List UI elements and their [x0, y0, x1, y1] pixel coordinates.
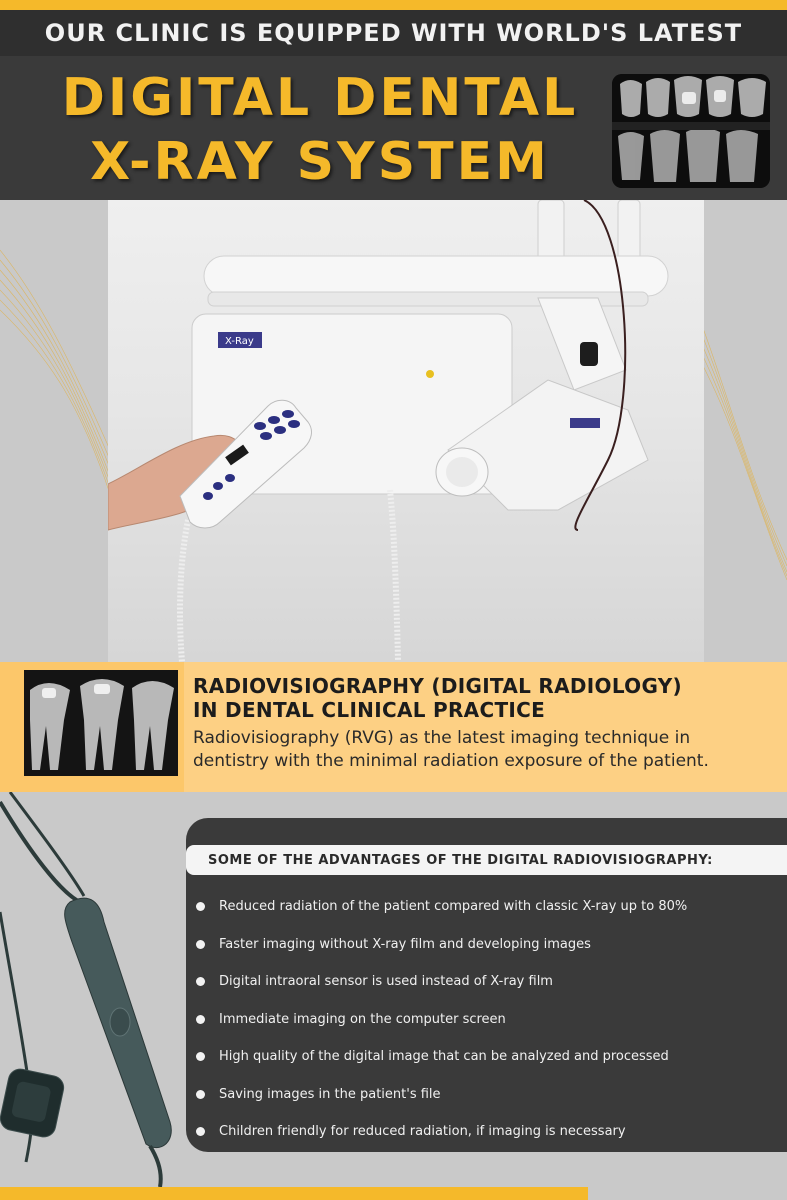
bottom-accent-stripe [0, 1187, 588, 1200]
advantages-list [196, 888, 776, 1151]
rvg-description-line-1: Radiovisiography (RVG) as the latest imaging technique in [193, 728, 691, 748]
page-title-line-1: DIGITAL DENTAL [61, 68, 579, 128]
intraoral-sensor-image [0, 792, 200, 1187]
advantage-text: Faster imaging without X-ray film and developing images [219, 936, 591, 952]
page-header [0, 10, 787, 200]
xray-unit-label: X-Ray [225, 336, 254, 347]
list-item [196, 963, 776, 1001]
advantage-text: Saving images in the patient's file [219, 1086, 441, 1102]
list-item [196, 1113, 776, 1151]
list-item [196, 926, 776, 964]
page-title-line-2: X-RAY SYSTEM [90, 132, 550, 192]
bitewing-xray-image [612, 74, 770, 188]
advantages-header [186, 845, 787, 875]
tagline-bar [0, 10, 787, 56]
bullet-icon [196, 1015, 205, 1024]
rvg-info-band [0, 662, 787, 792]
bullet-icon [196, 1127, 205, 1136]
rvg-heading-line-1: RADIOVISIOGRAPHY (DIGITAL RADIOLOGY) [193, 674, 682, 698]
right-swirl-decoration [700, 300, 787, 580]
advantage-text: Digital intraoral sensor is used instead of X-ray film [219, 974, 553, 990]
bullet-icon [196, 940, 205, 949]
periapical-xray-image [24, 670, 178, 776]
list-item [196, 888, 776, 926]
list-item [196, 1076, 776, 1114]
list-item [196, 1038, 776, 1076]
advantage-text: High quality of the digital image that can be analyzed and processed [219, 1049, 669, 1065]
advantages-panel [186, 818, 787, 1152]
top-accent-stripe [0, 0, 787, 10]
rvg-heading-line-2: IN DENTAL CLINICAL PRACTICE [193, 698, 546, 722]
bullet-icon [196, 1052, 205, 1061]
advantage-text: Immediate imaging on the computer screen [219, 1011, 506, 1027]
advantage-text: Children friendly for reduced radiation, if imaging is necessary [219, 1124, 626, 1140]
advantage-text: Reduced radiation of the patient compared with classic X-ray up to 80% [219, 899, 688, 915]
bullet-icon [196, 977, 205, 986]
bullet-icon [196, 902, 205, 911]
left-swirl-decoration [0, 210, 112, 510]
advantages-title: SOME OF THE ADVANTAGES OF THE DIGITAL RADIOVISIOGRAPHY: [208, 852, 713, 868]
tagline: OUR CLINIC IS EQUIPPED WITH WORLD'S LATEST [44, 19, 743, 47]
list-item [196, 1001, 776, 1039]
xray-machine-photo [108, 200, 704, 662]
bullet-icon [196, 1090, 205, 1099]
rvg-description-line-2: dentistry with the minimal radiation exposure of the patient. [193, 751, 709, 771]
